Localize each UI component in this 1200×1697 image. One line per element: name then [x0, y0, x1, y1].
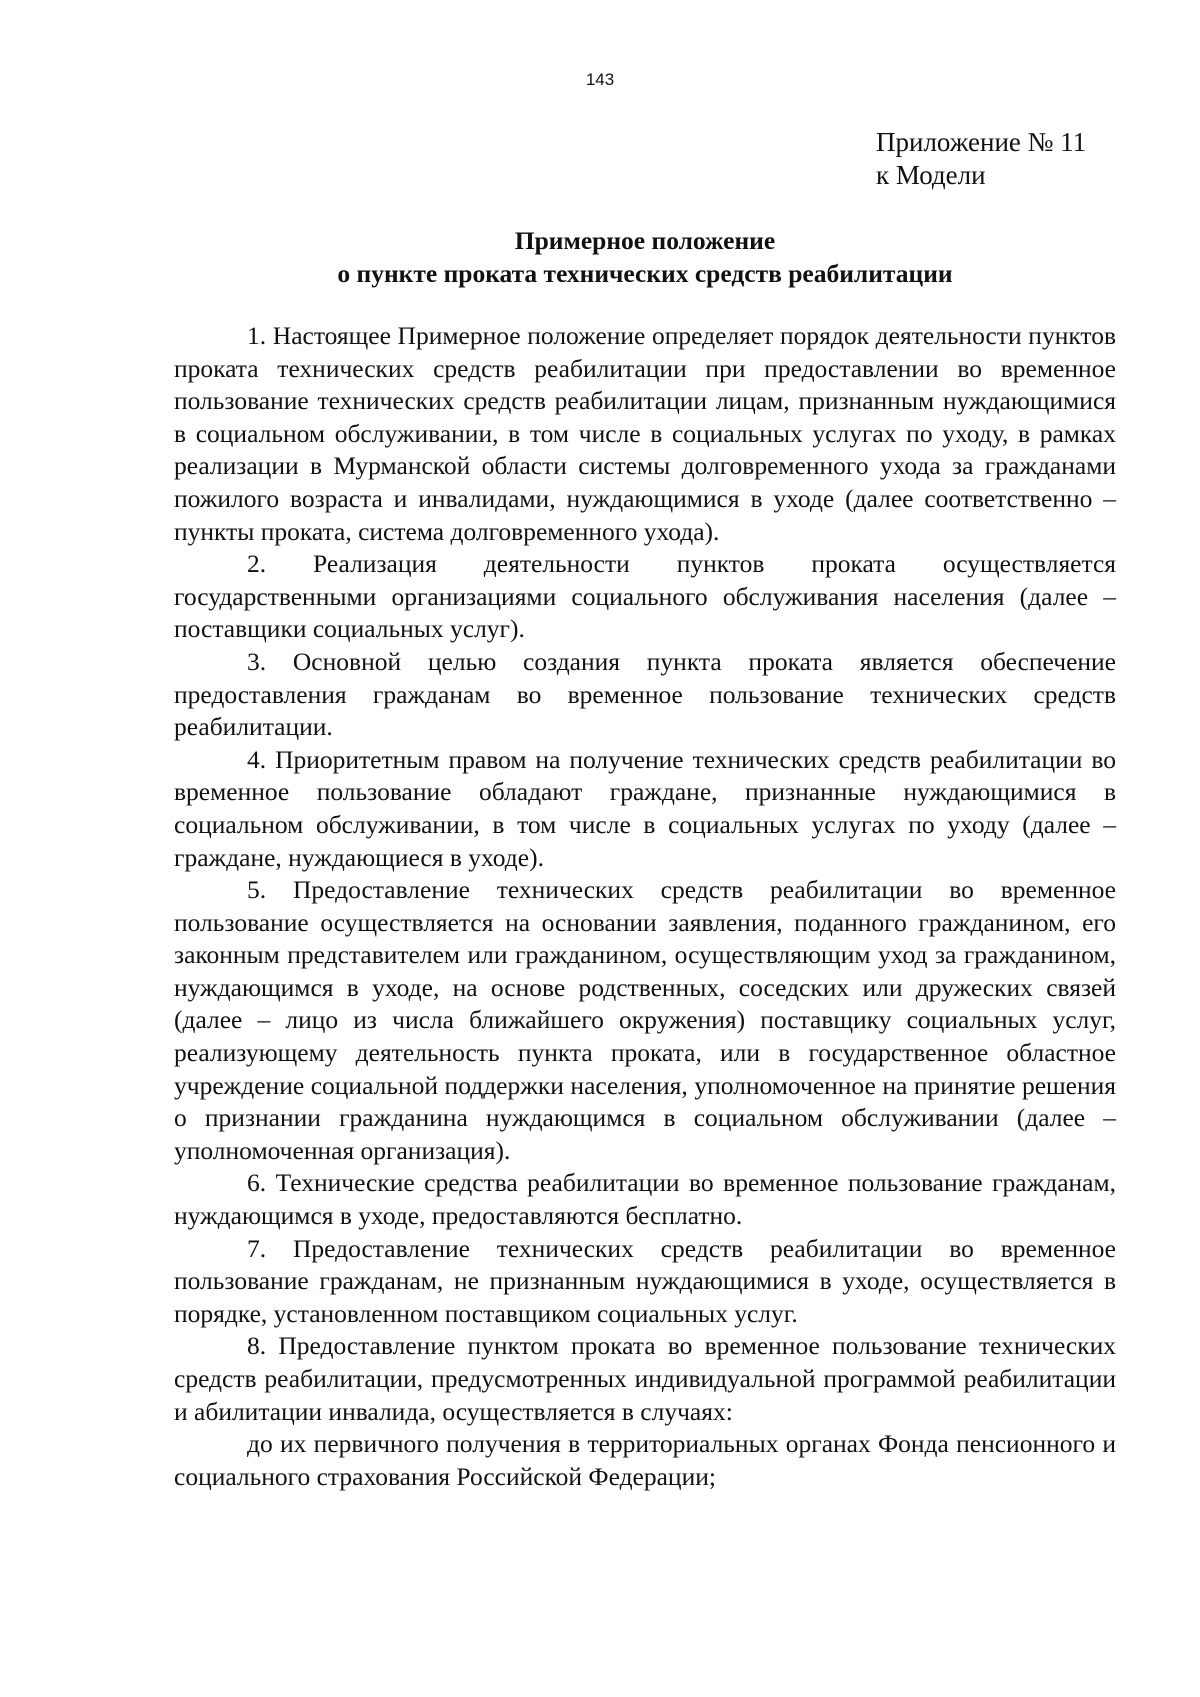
appendix-reference: к Модели	[876, 160, 986, 190]
paragraph-9: до их первичного получения в территориальных органах Фонда пенсионного и социального страхования Российской Федерации;	[174, 1429, 1116, 1491]
paragraph-4: 4. Приоритетным правом на получение технических средств реабилитации во временное пользование обладают граждане, признанные нуждающимися в социальном обслуживании, в том числе в социальных услугах по уходу (далее – граждане, нуждающиеся в уходе).	[174, 744, 1116, 872]
document-title	[175, 224, 1115, 290]
appendix-note	[876, 126, 1086, 192]
paragraph-6: 6. Технические средства реабилитации во временное пользование гражданам, нуждающимся в уходе, предоставляются бесплатно.	[174, 1168, 1116, 1231]
title-line-2: о пункте проката технических средств реабилитации	[337, 259, 953, 288]
paragraph-1: 1. Настоящее Примерное положение определяет порядок деятельности пунктов проката технических средств реабилитации при предоставлении во временное пользование технических средств реабилитации лицам, признанным нуждающимися в социальном обслуживании, в том числе в социальных услугах по уходу, в рамках реализации в Мурманской области системы долговременного ухода за гражданами пожилого возраста и инвалидами, нуждающимися в уходе (далее соответственно – пункты проката, система долговременного ухода).	[174, 321, 1116, 546]
paragraph-8: 8. Предоставление пунктом проката во временное пользование технических средств реабилитации, предусмотренных индивидуальной программой реабилитации и абилитации инвалида, осуществляется в случаях:	[174, 1331, 1116, 1426]
document-body	[174, 320, 1116, 1493]
title-line-1: Примерное положение	[514, 226, 776, 255]
page-number: 143	[585, 70, 615, 89]
paragraph-2: 2. Реализация деятельности пунктов проката осуществляется государственными организациями социального обслуживания населения (далее – поставщики социальных услуг).	[174, 549, 1116, 644]
paragraph-5: 5. Предоставление технических средств реабилитации во временное пользование осуществляется на основании заявления, поданного гражданином, его законным представителем или гражданином, осуществляющим уход за гражданином, нуждающимся в уходе, на основе родственных, соседских или дружеских связей (далее – лицо из числа ближайшего окружения) поставщику социальных услуг, реализующему деятельность пункта проката, или в государственное областное учреждение социальной поддержки населения, уполномоченное на принятие решения о признании гражданина нуждающимся в социальном обслуживании (далее – уполномоченная организация).	[174, 875, 1116, 1165]
appendix-number: Приложение № 11	[876, 127, 1087, 157]
paragraph-7: 7. Предоставление технических средств реабилитации во временное пользование гражданам, не признанным нуждающимися в уходе, осуществляется в порядке, установленном поставщиком социальных услуг.	[174, 1233, 1116, 1328]
paragraph-3: 3. Основной целью создания пункта проката является обеспечение предоставления гражданам во временное пользование технических средств реабилитации.	[174, 646, 1116, 742]
